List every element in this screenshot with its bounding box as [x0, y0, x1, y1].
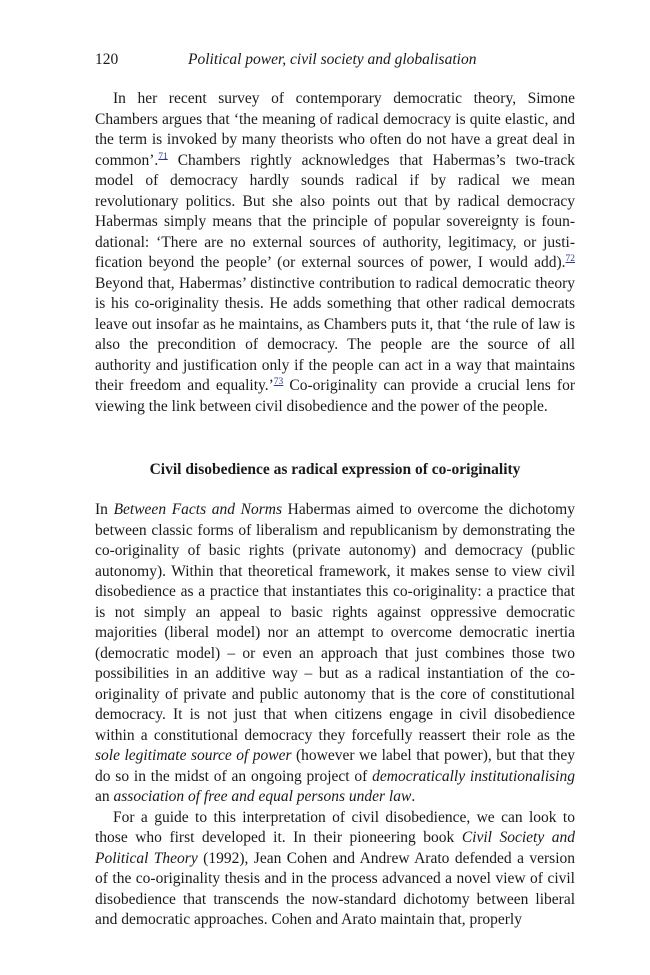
footnote-ref-72[interactable]: 72 [565, 253, 575, 264]
paragraph-3-text-b: (1992), Jean Cohen and Andrew Arato defended a version of the co-originality thesis and in the process advanced a novel view of civil disobedience that transcends the now-standard dichotomy between liberal and democratic approaches. Cohen and Arato maintain that, properly [95, 849, 576, 928]
paragraph-2-text-e: . [411, 788, 416, 805]
book-title-italic: Between Facts and Norms [113, 501, 283, 518]
paragraph-3-text-a: For a guide to this interpretation of civil disobedience, we can look to those who first developed it. In their pioneering book [95, 808, 575, 846]
emphasis-italic: democratically institutionalising [372, 767, 575, 785]
page-number: 120 [95, 51, 119, 68]
emphasis-italic: sole legitimate source of power [95, 747, 292, 764]
paragraph-2-text-d: an [95, 788, 114, 805]
section-heading: Civil disobedience as radical expression of co-originality [149, 461, 521, 478]
paragraph-1-text-d: Co-originality can provide a crucial lens for viewing the link between civil disobedience and the power of the people. [95, 377, 576, 415]
paragraph-1-text-c: Beyond that, Habermas’ distinctive contribution to radical democratic theory is his co-originality thesis. He adds something that other radical democrats leave out insofar as he maintains, as Chambers puts it, that ‘the rule of law is also the precondition of democracy. The people are the source of all authority and justification only if the people can act in a way that maintains their freedom and equality.’ [95, 274, 575, 394]
paragraph-2-text-a: In [95, 501, 114, 518]
footnote-ref-73[interactable]: 73 [273, 376, 284, 387]
paragraph-2-text-c: (however we label that power), but that they do so in the midst of an ongoing project of [95, 747, 575, 785]
paragraph-1 [95, 89, 575, 417]
emphasis-italic: association of free and equal persons under law [113, 788, 412, 805]
paragraph-1-text-b: Chambers rightly acknowledges that Habermas’s two-track model of democracy hardly sounds radical if by radical we mean revolutionary politics. But she also points out that by radical democracy Habermas simply means that the principle of popular sovereignty is foundational: ‘There are no external sources of authority, legitimacy, or justification beyond the people’ (or external sources of power, I would add). [95, 151, 575, 271]
paragraph-2-text-b: Habermas aimed to overcome the dichotomy between classic forms of liberalism and republicanism by demonstrating the co-originality of basic rights (private autonomy) and democracy (public autonomy). Within that theoretical framework, it makes sense to view civil disobedience as a practice that instantiates this co-originality: a practice that is not simply an appeal to basic rights against oppressive democratic majorities (liberal model) nor an attempt to overcome democratic inertia (democratic model) – or even an approach that just combines those two possibilities in an additive way – but as a radical instantiation of the co-originality of private and public autonomy that is the core of constitutional democracy. It is not just that when citizens engage in civil disobedience within a constitutional democracy they forcefully reassert their role as the [95, 501, 575, 744]
body-text [95, 89, 575, 931]
paragraph-3 [95, 808, 575, 931]
footnote-ref-71[interactable]: 71 [158, 151, 168, 162]
paragraph-1-text-a: In her recent survey of contemporary democratic theory, Simone Chambers argues that ‘the meaning of radical democracy is quite elastic, and the term is invoked by many theorists who often do not have a great deal in common’. [95, 90, 575, 169]
book-title-italic: Civil Society and Political Theory [95, 829, 576, 867]
paragraph-2 [95, 500, 575, 808]
running-title: Political power, civil society and globalisation [188, 51, 477, 68]
